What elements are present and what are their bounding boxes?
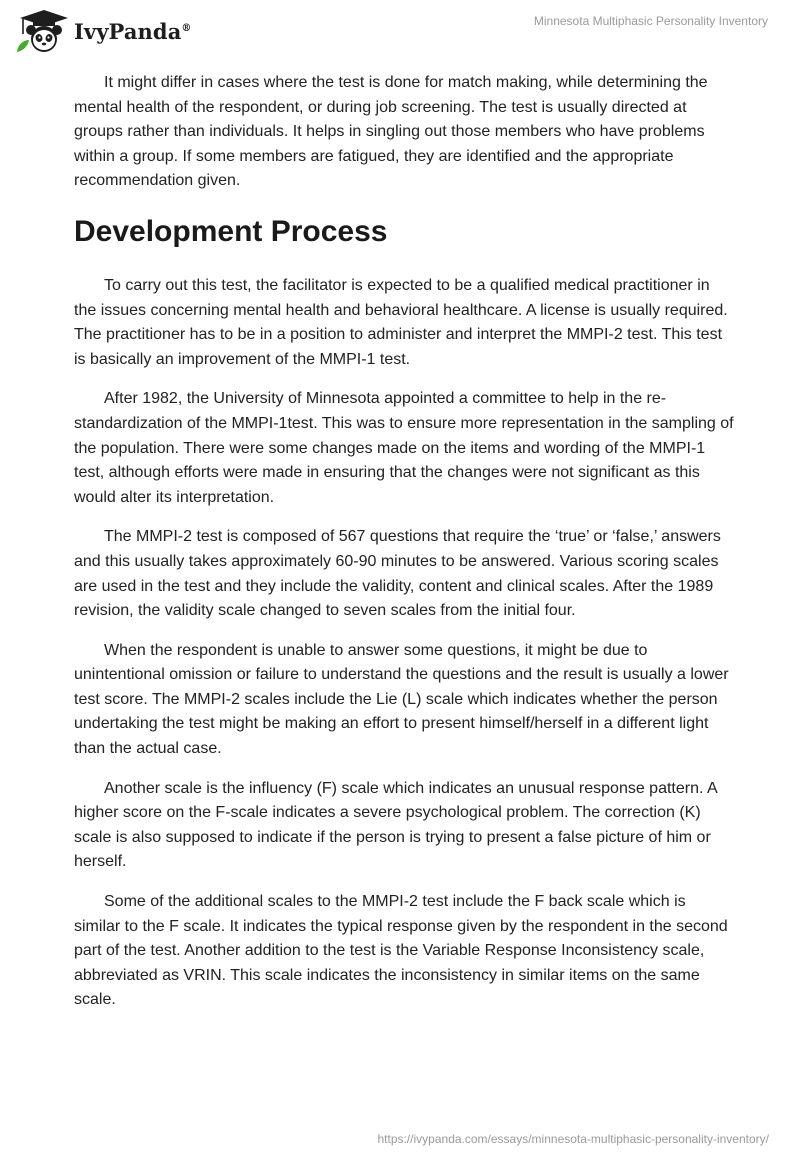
body-paragraph: Some of the additional scales to the MMPI-2 test include the F back scale which is similar to the F scale. It indicates the typical response given by the respondent in the second part of the test. Another addition to the test is the Variable Response Inconsistency scale, abbreviated as VRIN. This scale indicates the inconsistency in similar items on the same scale.	[74, 893, 728, 1009]
registered-mark: ®	[181, 22, 192, 34]
body-paragraph: To carry out this test, the facilitator is expected to be a qualified medical practitioner in the issues concerning mental health and behavioral healthcare. A license is usually required. The practitioner has to be in a position to administer and interpret the MMPI-2 test. This test is basically an improvement of the MMPI-1 test.	[74, 276, 728, 368]
body-paragraph: After 1982, the University of Minnesota appointed a committee to help in the re-standardization of the MMPI-1test. This was to ensure more representation in the sampling of the population. There were some changes made on the items and wording of the MMPI-1 test, although efforts were made in ensuring that the changes were not significant as this would alter its interpretation.	[74, 390, 734, 506]
panda-graduate-icon	[14, 8, 70, 54]
body-paragraph: When the respondent is unable to answer some questions, it might be due to unintentional omission or failure to understand the questions and the result is usually a lower test score. The MMPI-2 scales include the Lie (L) scale which indicates whether the person undertaking the test might be making an effort to present himself/herself in a different light than the actual case.	[74, 641, 729, 758]
body-paragraph: Another scale is the influency (F) scale which indicates an unusual response pattern. A higher score on the F-scale indicates a severe psychological problem. The correction (K) scale is also supposed to indicate if the person is trying to present a false picture of him or herself.	[74, 779, 717, 871]
intro-paragraph: It might differ in cases where the test is done for match making, while determining the mental health of the respondent, or during job screening. The test is usually directed at groups rather than individuals. It helps in singling out those members who have problems within a group. If some members are fatigued, they are identified and the appropriate recommendation given.	[74, 74, 708, 190]
section-heading: Development Process	[74, 214, 388, 248]
essay-content	[74, 71, 734, 1028]
source-url-link[interactable]: https://ivypanda.com/essays/minnesota-multiphasic-personality-inventory/	[377, 1132, 769, 1146]
ivypanda-logo[interactable]	[14, 8, 192, 54]
page-header	[0, 0, 800, 60]
document-title: Minnesota Multiphasic Personality Inventory	[533, 14, 768, 28]
body-paragraph: The MMPI-2 test is composed of 567 questions that require the ‘true’ or ‘false,’ answers and this usually takes approximately 60-90 minutes to be answered. Various scoring scales are used in the test and they include the validity, content and clinical scales. After the 1989 revision, the validity scale changed to seven scales from the initial four.	[74, 528, 721, 620]
brand-name: IvyPanda®	[74, 18, 192, 44]
